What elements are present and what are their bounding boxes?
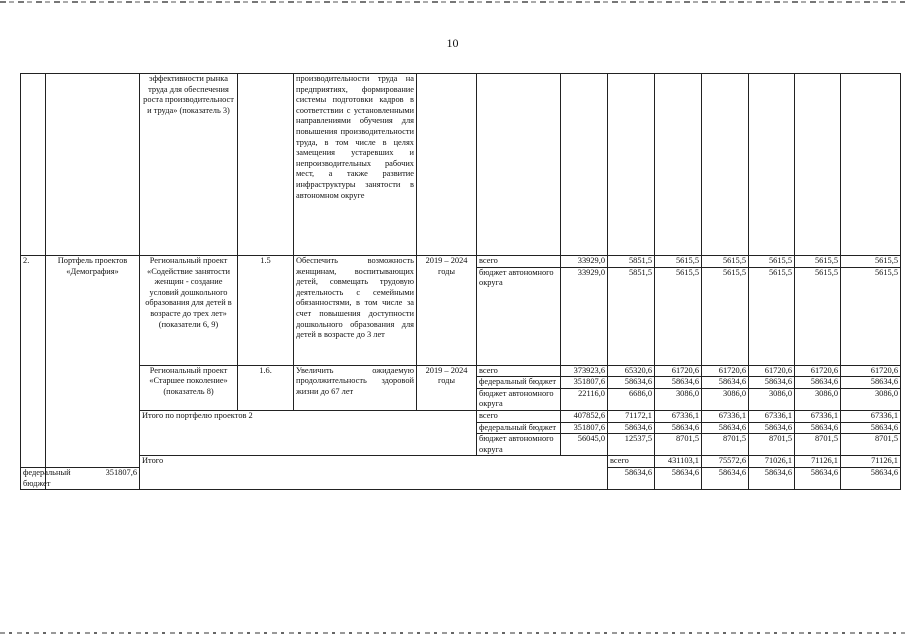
cell-source: бюджет автономного округа <box>477 388 561 410</box>
cell-value: 67336,1 <box>795 410 841 422</box>
funding-table <box>20 73 901 490</box>
cell-value: 5615,5 <box>702 256 749 268</box>
cell-value: 58634,6 <box>795 422 841 434</box>
cell-value: 5615,5 <box>655 267 702 365</box>
cell-value: 61720,6 <box>841 365 901 377</box>
scan-edge-bottom <box>0 632 905 634</box>
cell-value: 58634,6 <box>608 422 655 434</box>
cell-project-name: эффективности рынка труда для обеспечения роста производительност и труда» (показатель 3) <box>140 74 238 256</box>
cell-value: 56045,0 <box>561 434 608 456</box>
cell-source: федеральный бюджет <box>477 422 561 434</box>
cell-value: 71126,1 <box>841 456 901 468</box>
cell-source: всего <box>608 456 655 468</box>
cell-source: всего <box>477 410 561 422</box>
cell-project-name: Региональный проект «Содействие занятости женщин - создание условий дошкольного образования для детей в возрасте до трех лет» (показатели 6, 9) <box>140 256 238 366</box>
cell-value: 5615,5 <box>841 256 901 268</box>
cell-value <box>561 74 608 256</box>
cell-value: 8701,5 <box>655 434 702 456</box>
cell-value: 58634,6 <box>795 467 841 489</box>
cell-value: 8701,5 <box>841 434 901 456</box>
cell-value: 407852,6 <box>561 410 608 422</box>
cell-value: 351807,6 <box>561 422 608 434</box>
cell-project-num: 1.6. <box>238 365 294 410</box>
cell-source: всего <box>477 256 561 268</box>
cell-value: 67336,1 <box>841 410 901 422</box>
cell-value: 431103,1 <box>655 456 702 468</box>
cell-value: 5851,5 <box>608 267 655 365</box>
page-number: 10 <box>446 36 459 50</box>
cell-value <box>702 74 749 256</box>
cell-value: 67336,1 <box>655 410 702 422</box>
table-row <box>21 256 901 268</box>
cell-value: 3086,0 <box>749 388 795 410</box>
cell-source: федеральный бюджет <box>477 377 561 389</box>
cell-value: 75572,6 <box>702 456 749 468</box>
cell-value <box>749 74 795 256</box>
cell-value: 5615,5 <box>702 267 749 365</box>
cell-value: 5615,5 <box>841 267 901 365</box>
cell-value: 58634,6 <box>608 377 655 389</box>
cell-value: 351807,6 <box>46 467 140 489</box>
cell-num <box>21 74 46 256</box>
cell-source <box>477 74 561 256</box>
cell-source: бюджет автономного округа <box>477 267 561 365</box>
cell-value: 33929,0 <box>561 256 608 268</box>
table-row <box>21 456 901 468</box>
cell-value: 58634,6 <box>841 467 901 489</box>
cell-value: 58634,6 <box>841 377 901 389</box>
cell-value: 8701,5 <box>795 434 841 456</box>
cell-value: 5615,5 <box>655 256 702 268</box>
cell-value: 5615,5 <box>749 256 795 268</box>
cell-value: 5615,5 <box>795 256 841 268</box>
cell-value: 33929,0 <box>561 267 608 365</box>
cell-value: 373923,6 <box>561 365 608 377</box>
cell-value: 61720,6 <box>795 365 841 377</box>
cell-period <box>417 74 477 256</box>
cell-value: 5615,5 <box>749 267 795 365</box>
cell-value: 61720,6 <box>702 365 749 377</box>
cell-value: 61720,6 <box>749 365 795 377</box>
cell-source: федеральный бюджет <box>21 467 46 489</box>
cell-value: 58634,6 <box>841 422 901 434</box>
cell-value: 3086,0 <box>841 388 901 410</box>
cell-portfolio: Портфель проектов «Демография» <box>46 256 140 468</box>
cell-value: 67336,1 <box>702 410 749 422</box>
cell-source: бюджет автономного округа <box>477 434 561 456</box>
table-row <box>21 410 901 422</box>
cell-value: 67336,1 <box>749 410 795 422</box>
cell-value: 351807,6 <box>561 377 608 389</box>
cell-value: 71172,1 <box>608 410 655 422</box>
cell-project-name: Региональный проект «Старшее поколение» (показатель 8) <box>140 365 238 410</box>
cell-value: 3086,0 <box>655 388 702 410</box>
cell-value: 58634,6 <box>655 377 702 389</box>
table-row <box>21 365 901 377</box>
cell-value: 58634,6 <box>749 422 795 434</box>
cell-value: 3086,0 <box>795 388 841 410</box>
scan-edge-top <box>0 1 905 3</box>
cell-value: 22116,0 <box>561 388 608 410</box>
cell-value: 5851,5 <box>608 256 655 268</box>
cell-value: 8701,5 <box>749 434 795 456</box>
cell-result: Обеспечить возможность женщинам, воспитывающих детей, совмещать трудовую деятельность с семейными обязанностями, в том числе за счет повышения доступности дошкольного образования для детей в возрасте до 3 лет <box>294 256 417 366</box>
cell-project-num: 1.5 <box>238 256 294 366</box>
cell-value: 58634,6 <box>749 467 795 489</box>
cell-value: 5615,5 <box>795 267 841 365</box>
cell-value: 65320,6 <box>608 365 655 377</box>
cell-num: 2. <box>21 256 46 468</box>
cell-source: всего <box>477 365 561 377</box>
cell-value <box>608 74 655 256</box>
cell-value <box>655 74 702 256</box>
cell-result: Увеличить ожидаемую продолжительность здоровой жизни до 67 лет <box>294 365 417 410</box>
cell-value: 71126,1 <box>795 456 841 468</box>
cell-portfolio <box>46 74 140 256</box>
cell-value: 58634,6 <box>655 467 702 489</box>
cell-value: 58634,6 <box>795 377 841 389</box>
cell-value <box>795 74 841 256</box>
cell-value: 58634,6 <box>702 377 749 389</box>
cell-grand-total-label: Итого <box>140 456 608 490</box>
cell-project-num <box>238 74 294 256</box>
cell-value: 3086,0 <box>702 388 749 410</box>
cell-period: 2019 – 2024 годы <box>417 365 477 410</box>
cell-value: 58634,6 <box>655 422 702 434</box>
cell-portfolio-total-label: Итого по портфелю проектов 2 <box>140 410 477 455</box>
cell-value: 58634,6 <box>702 467 749 489</box>
cell-value: 58634,6 <box>749 377 795 389</box>
cell-value <box>841 74 901 256</box>
cell-period: 2019 – 2024 годы <box>417 256 477 366</box>
cell-value: 8701,5 <box>702 434 749 456</box>
cell-value: 58634,6 <box>702 422 749 434</box>
cell-value: 6686,0 <box>608 388 655 410</box>
table-row <box>21 74 901 256</box>
cell-value: 61720,6 <box>655 365 702 377</box>
cell-value: 12537,5 <box>608 434 655 456</box>
cell-result: производительности труда на предприятиях, формирование системы подготовки кадров в соответствии с установленными направлениями обучения для повышения производительности труда, в том числе в целях замещения устаревших и непроизводительных рабочих мест, а также развитие инфраструктуры занятости в автономном округе <box>294 74 417 256</box>
cell-value: 71026,1 <box>749 456 795 468</box>
cell-value: 58634,6 <box>608 467 655 489</box>
